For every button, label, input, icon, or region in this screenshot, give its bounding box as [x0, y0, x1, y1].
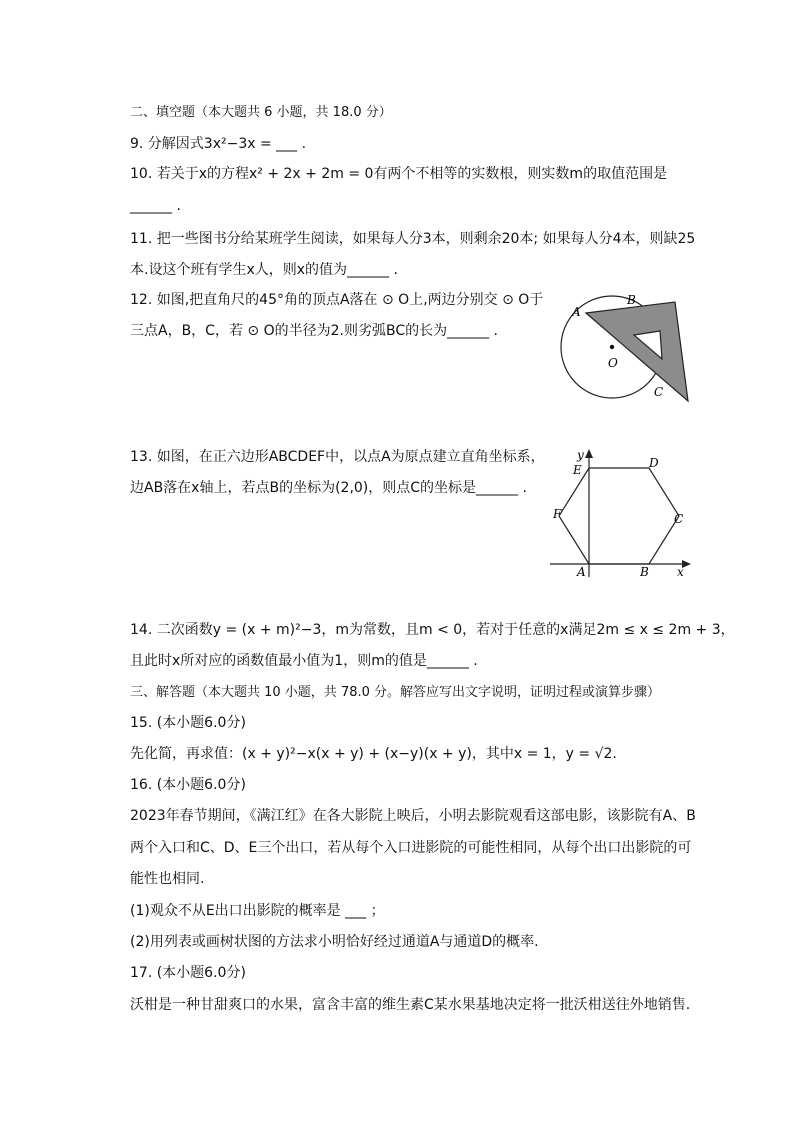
section-3-header: 三、解答题（本大题共 10 小题，共 78.0 分。解答应写出文字说明，证明过程或演算步骤） [130, 685, 661, 700]
label-a: A [572, 305, 581, 319]
question-13-line1: 13. 如图，在正六边形ABCDEF中，以点A为原点建立直角坐标系， [130, 449, 545, 465]
question-13-line2: 边AB落在x轴上，若点B的坐标为(2,0)，则点C的坐标是______ . [130, 480, 527, 496]
question-10-line2: ______ . [130, 198, 181, 214]
set-square [586, 302, 688, 401]
question-16-line3: 能性也相同. [130, 871, 205, 887]
center-dot [610, 345, 614, 349]
question-11-line1: 11. 把一些图书分给某班学生阅读，如果每人分3本，则剩余20本; 如果每人分4本，则缺25 [130, 231, 696, 247]
question-11-line2: 本.设这个班有学生x人，则x的值为______ . [130, 262, 398, 278]
label-d: D [649, 456, 659, 470]
label-y: y [577, 448, 584, 462]
label-a: A [577, 565, 586, 579]
figure-12-circle-set-square [550, 285, 700, 410]
label-x: x [677, 565, 684, 579]
question-12-line1: 12. 如图,把直角尺的45°角的顶点A落在 ⊙ O上,两边分别交 ⊙ O于 [130, 292, 544, 308]
label-e: E [573, 463, 582, 477]
question-16-part2: (2)用列表或画树状图的方法求小明恰好经过通道A与通道D的概率. [130, 934, 539, 950]
label-f: F [553, 507, 562, 521]
question-16-part1: (1)观众不从E出口出影院的概率是 ___ ； [130, 903, 385, 919]
y-axis-arrow [585, 449, 593, 458]
question-17-header: 17. (本小题6.0分) [130, 965, 246, 981]
question-15-body: 先化简，再求值：(x + y)²−x(x + y) + (x−y)(x + y)，其中x = 1，y = √2. [130, 746, 617, 762]
label-b: B [627, 293, 636, 307]
question-17-body: 沃柑是一种甘甜爽口的水果，富含丰富的维生素C某水果基地决定将一批沃柑送往外地销售. [130, 997, 691, 1013]
question-14-line2: 且此时x所对应的函数值最小值为1，则m的值是______ . [130, 653, 478, 669]
label-c: C [674, 512, 684, 526]
label-c: C [654, 385, 664, 399]
figure-13-hexagon [548, 445, 698, 585]
label-o: O [608, 356, 618, 370]
question-9: 9. 分解因式3x²−3x = ___ . [130, 136, 307, 152]
question-12-line2: 三点A，B，C，若 ⊙ O的半径为2.则劣弧BC的长为______ . [130, 323, 498, 339]
question-10-line1: 10. 若关于x的方程x² + 2x + 2m = 0有两个不相等的实数根，则实数m的取值范围是 [130, 166, 668, 182]
question-14-line1: 14. 二次函数y = (x + m)²−3，m为常数，且m < 0，若对于任意的x满足2m ≤ x ≤ 2m + 3， [130, 622, 735, 638]
question-16-line1: 2023年春节期间，《满江红》在各大影院上映后，小明去影院观看这部电影，该影院有A、B [130, 808, 696, 824]
label-b: B [640, 565, 649, 579]
question-16-header: 16. (本小题6.0分) [130, 777, 246, 793]
question-16-line2: 两个入口和C、D、E三个出口，若从每个入口进影院的可能性相同，从每个出口出影院的可 [130, 840, 692, 856]
question-15-header: 15. (本小题6.0分) [130, 715, 246, 731]
hexagon-abcdef [559, 468, 679, 564]
section-2-header: 二、填空题（本大题共 6 小题，共 18.0 分） [130, 105, 392, 120]
